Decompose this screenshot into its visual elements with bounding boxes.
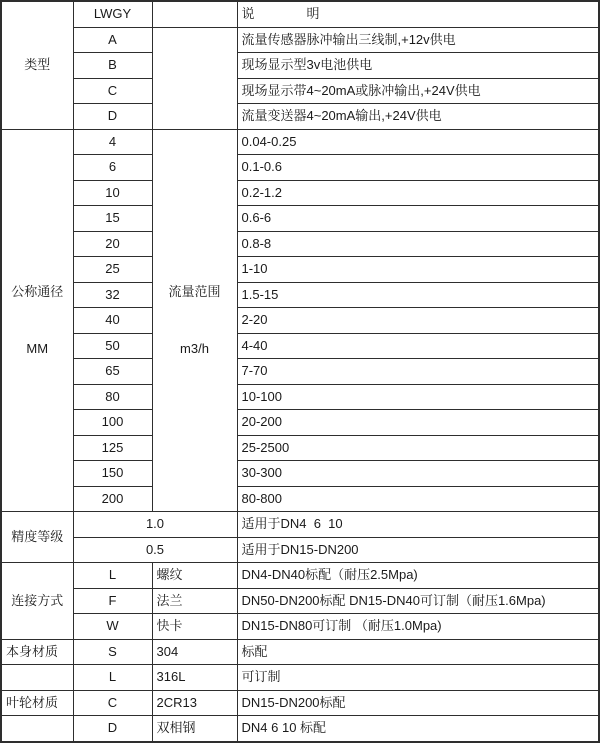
table-row <box>1 78 599 104</box>
table-row <box>1 537 599 563</box>
accuracy-value: 0.5 <box>73 537 237 563</box>
type-row-desc: 流量变送器4~20mA输出,+24V供电 <box>237 104 599 130</box>
material-name: 316L <box>152 665 237 691</box>
flow-range-value: 0.04-0.25 <box>237 129 599 155</box>
table-row <box>1 180 599 206</box>
table-row <box>1 665 599 691</box>
connection-desc: DN4-DN40标配（耐压2.5Mpa) <box>237 563 599 589</box>
diameter-size: 40 <box>73 308 152 334</box>
diameter-size: 6 <box>73 155 152 181</box>
connection-code: F <box>73 588 152 614</box>
table-row <box>1 435 599 461</box>
type-row-code: B <box>73 53 152 79</box>
table-row <box>1 639 599 665</box>
type-row-code: D <box>73 104 152 130</box>
material-desc: 可订制 <box>237 665 599 691</box>
connection-desc: DN15-DN80可订制 （耐压1.0Mpa) <box>237 614 599 640</box>
diameter-section-label <box>1 129 73 512</box>
flow-range-value: 80-800 <box>237 486 599 512</box>
connection-name: 螺纹 <box>152 563 237 589</box>
connection-section-label: 连接方式 <box>1 563 73 640</box>
table-row <box>1 231 599 257</box>
diameter-size: 10 <box>73 180 152 206</box>
type-section-label: 类型 <box>1 1 73 129</box>
material-code: S <box>73 639 152 665</box>
empty-cell <box>152 27 237 129</box>
diameter-label-line2: MM <box>26 340 49 356</box>
table-row <box>1 359 599 385</box>
table-row <box>1 308 599 334</box>
type-row-code: C <box>73 78 152 104</box>
accuracy-value: 1.0 <box>73 512 237 538</box>
accuracy-section-label: 精度等级 <box>1 512 73 563</box>
flow-range-value: 0.6-6 <box>237 206 599 232</box>
material-name: 304 <box>152 639 237 665</box>
flow-range-value: 2-20 <box>237 308 599 334</box>
material-name: 2CR13 <box>152 690 237 716</box>
flow-range-value: 20-200 <box>237 410 599 436</box>
accuracy-desc: 适用于DN15-DN200 <box>237 537 599 563</box>
type-row-desc: 现场显示带4~20mA或脉冲输出,+24V供电 <box>237 78 599 104</box>
connection-name: 快卡 <box>152 614 237 640</box>
spec-desc-header: 说 明 <box>237 1 599 27</box>
flow-range-label <box>152 129 237 512</box>
connection-name: 法兰 <box>152 588 237 614</box>
diameter-size: 65 <box>73 359 152 385</box>
type-row-desc: 流量传感器脉冲输出三线制,+12v供电 <box>237 27 599 53</box>
type-row-desc: 现场显示型3v电池供电 <box>237 53 599 79</box>
table-row <box>1 27 599 53</box>
diameter-size: 50 <box>73 333 152 359</box>
flow-range-value: 10-100 <box>237 384 599 410</box>
empty-cell <box>152 1 237 27</box>
material-desc: DN4 6 10 标配 <box>237 716 599 742</box>
flow-range-value: 1-10 <box>237 257 599 283</box>
empty-cell <box>1 665 73 691</box>
table-row <box>1 563 599 589</box>
flow-range-value: 1.5-15 <box>237 282 599 308</box>
table-row <box>1 690 599 716</box>
type-row-code: A <box>73 27 152 53</box>
material-name: 双相钢 <box>152 716 237 742</box>
table-row <box>1 206 599 232</box>
model-code: LWGY <box>73 1 152 27</box>
diameter-size: 25 <box>73 257 152 283</box>
material-desc: 标配 <box>237 639 599 665</box>
flow-range-value: 0.1-0.6 <box>237 155 599 181</box>
flow-range-value: 30-300 <box>237 461 599 487</box>
table-row <box>1 53 599 79</box>
flow-range-value: 0.2-1.2 <box>237 180 599 206</box>
diameter-size: 100 <box>73 410 152 436</box>
diameter-size: 4 <box>73 129 152 155</box>
table-row <box>1 461 599 487</box>
flow-range-value: 7-70 <box>237 359 599 385</box>
connection-code: L <box>73 563 152 589</box>
flow-range-label-line1: 流量范围 <box>168 284 221 300</box>
flow-range-label-line2: m3/h <box>180 340 209 356</box>
impeller-material-label: 叶轮材质 <box>1 690 73 716</box>
table-row <box>1 486 599 512</box>
material-desc: DN15-DN200标配 <box>237 690 599 716</box>
accuracy-desc: 适用于DN4 6 10 <box>237 512 599 538</box>
table-row <box>1 104 599 130</box>
diameter-size: 200 <box>73 486 152 512</box>
diameter-label-line1: 公称通径 <box>11 284 64 300</box>
diameter-size: 15 <box>73 206 152 232</box>
diameter-size: 32 <box>73 282 152 308</box>
diameter-size: 20 <box>73 231 152 257</box>
table-row <box>1 1 599 27</box>
table-row <box>1 384 599 410</box>
connection-code: W <box>73 614 152 640</box>
table-row <box>1 257 599 283</box>
table-row <box>1 410 599 436</box>
table-row <box>1 129 599 155</box>
table-row <box>1 282 599 308</box>
table-row <box>1 155 599 181</box>
material-code: L <box>73 665 152 691</box>
table-row <box>1 512 599 538</box>
table-row <box>1 588 599 614</box>
diameter-size: 80 <box>73 384 152 410</box>
flow-range-value: 0.8-8 <box>237 231 599 257</box>
material-code: C <box>73 690 152 716</box>
table-row <box>1 716 599 742</box>
table-row <box>1 333 599 359</box>
table-row <box>1 614 599 640</box>
empty-cell <box>1 716 73 742</box>
material-code: D <box>73 716 152 742</box>
flow-range-value: 25-2500 <box>237 435 599 461</box>
diameter-size: 150 <box>73 461 152 487</box>
flow-range-value: 4-40 <box>237 333 599 359</box>
diameter-size: 125 <box>73 435 152 461</box>
connection-desc: DN50-DN200标配 DN15-DN40可订制（耐压1.6Mpa) <box>237 588 599 614</box>
body-material-label: 本身材质 <box>1 639 73 665</box>
